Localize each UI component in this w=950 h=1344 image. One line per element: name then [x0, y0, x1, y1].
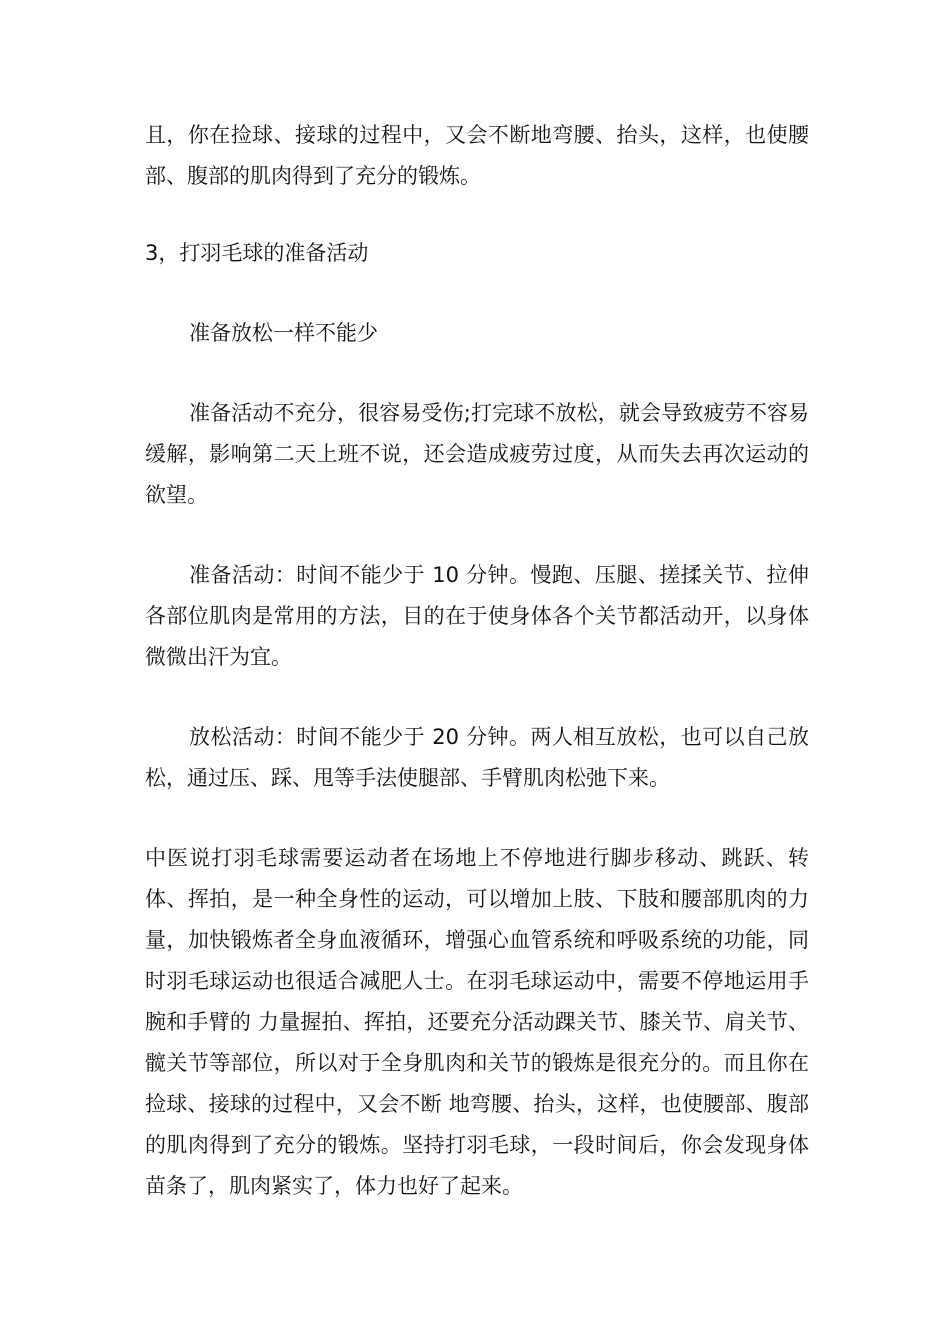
- paragraph-cooldown-activity: 放松活动：时间不能少于 20 分钟。两人相互放松，也可以自己放松，通过压、踩、甩等手法使腿部、手臂肌肉松弛下来。: [145, 725, 809, 790]
- paragraph-tcm-benefits: 中医说打羽毛球需要运动者在场地上不停地进行脚步移动、跳跃、转体、挥拍，是一种全身性的运动，可以增加上肢、下肢和腰部肌肉的力量，加快锻炼者全身血液循环，增强心血管系统和呼吸系统的功能，同时羽毛球运动也很适合减肥人士。在羽毛球运动中，需要不停地运用手腕和手臂的 力量握拍、挥拍，还要充分活动踝关节、膝关节、肩关节、髋关节等部位，所以对于全身肌肉和关节的锻炼是很充分的。而且你在捡球、接球的过程中，又会不断 地弯腰、抬头，这样，也使腰部、腹部的肌肉得到了充分的锻炼。坚持打羽毛球，一段时间后，你会发现身体苗条了，肌肉紧实了，体力也好了起来。: [145, 846, 809, 1198]
- subheading: 准备放松一样不能少: [189, 321, 378, 345]
- paragraph-continuation: 且，你在捡球、接球的过程中，又会不断地弯腰、抬头，这样，也使腰部、腹部的肌肉得到了充分的锻炼。: [145, 123, 809, 188]
- paragraph-warmup-importance: 准备活动不充分，很容易受伤;打完球不放松，就会导致疲劳不容易缓解，影响第二天上班不说，还会造成疲劳过度，从而失去再次运动的欲望。: [145, 401, 809, 507]
- section-heading: 3，打羽毛球的准备活动: [145, 241, 369, 265]
- paragraph-warmup-activity: 准备活动：时间不能少于 10 分钟。慢跑、压腿、搓揉关节、拉伸各部位肌肉是常用的方法，目的在于使身体各个关节都活动开，以身体微微出汗为宜。: [145, 563, 809, 669]
